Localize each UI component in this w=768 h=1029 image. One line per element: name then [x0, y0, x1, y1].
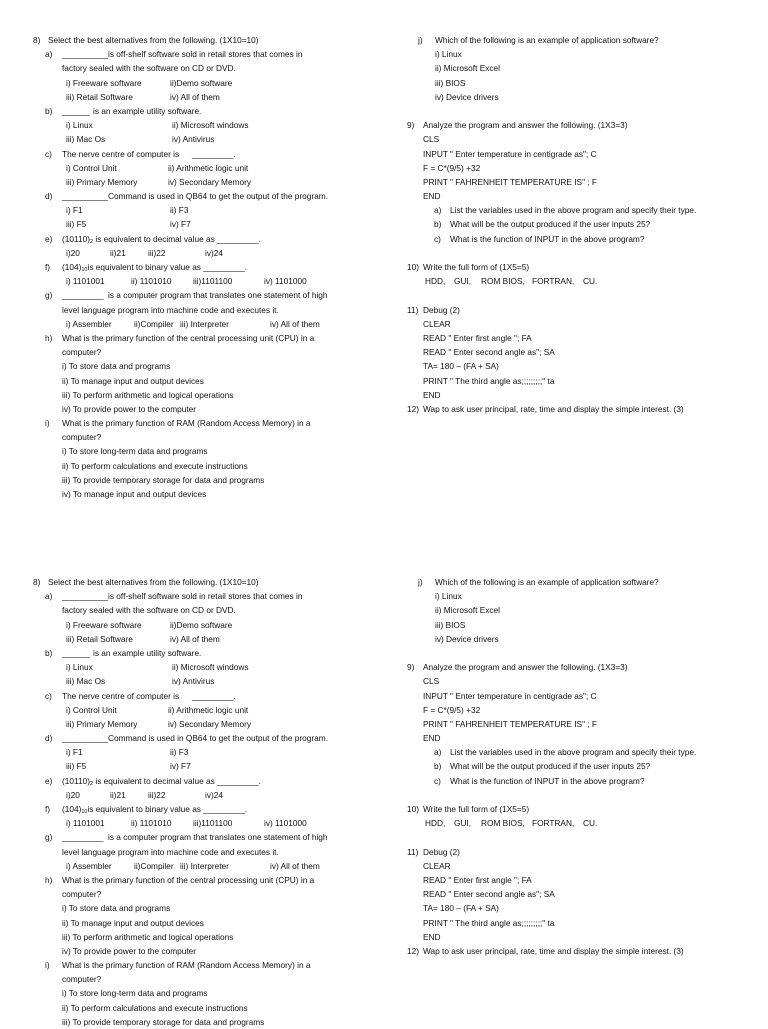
- q11-code-3: READ " Enter second angle as"; SA: [423, 347, 555, 358]
- q8c-blank: _________.: [192, 690, 236, 701]
- q11-heading: [0, 303, 768, 317]
- q8i-option-3: [0, 473, 384, 487]
- q8a-option-2: ii)Demo software: [170, 77, 233, 88]
- q8a-text: is off-shelf software sold in retail stores that comes in: [108, 49, 303, 60]
- q9a-text: List the variables used in the above program and specify their type.: [450, 747, 697, 758]
- q9-code-2: INPUT " Enter temperature in centigrade as"; C: [423, 690, 597, 701]
- q8d-option-1: i) F1: [66, 747, 83, 758]
- q8a-label: a): [45, 49, 53, 60]
- q10-item-3: ROM BIOS,: [481, 276, 525, 287]
- q8d-option-4: iv) F7: [170, 219, 191, 230]
- q8j-option-1: [0, 47, 768, 61]
- q8f-label: f): [45, 804, 51, 814]
- q9b-label: b): [434, 761, 442, 772]
- q8-title: Select the best alternatives from the following. (1X10=10): [48, 35, 259, 45]
- q8i-text2: computer?: [62, 432, 102, 443]
- q8j-option-4-text: iv) Device drivers: [435, 633, 499, 644]
- q8e-option-1: i)20: [66, 247, 80, 258]
- q8j-option-4: [0, 90, 768, 104]
- q8e-option-2: ii)21: [110, 247, 126, 258]
- q9-code-4: PRINT " FAHRENHEIT TEMPERATURE IS" ; F: [423, 718, 598, 729]
- q8d-label: d): [45, 191, 53, 202]
- q8i-option-2: [0, 1001, 384, 1015]
- q9a-label: a): [434, 205, 442, 216]
- q10-item-5: CU.: [583, 818, 598, 829]
- q10-item-3: ROM BIOS,: [481, 818, 525, 829]
- q8a-blank: __________: [62, 591, 109, 602]
- q8a-option-3: iii) Retail Software: [66, 633, 133, 644]
- q11-code-1: CLEAR: [423, 318, 451, 329]
- q8d-label: d): [45, 733, 53, 744]
- q8c-label: c): [45, 690, 52, 701]
- q8e-label: e): [45, 233, 53, 244]
- q11-code-line-4: [0, 901, 768, 915]
- q11-code-line-3: [0, 887, 768, 901]
- q8b-option-4: iv) Antivirus: [172, 134, 215, 145]
- q9-code-1: CLS: [423, 676, 440, 687]
- q9c-text: What is the function of INPUT in the above program?: [450, 233, 645, 244]
- q9-code-line-2: [0, 147, 768, 161]
- q11-code-line-2: [0, 873, 768, 887]
- q8i-option-2: [0, 459, 384, 473]
- q9-code-3: F = C*(9/5) +32: [423, 162, 481, 173]
- q10-items: [0, 274, 768, 288]
- q8g-text2: level language program into machine code and executes it.: [62, 304, 279, 315]
- q8b-blank: ______: [62, 105, 90, 116]
- q8d-blank: __________: [62, 733, 109, 744]
- q11-code-5: PRINT " The third angle as;;;;;;;;;" ta: [423, 375, 555, 386]
- q8e-option-4: iv)24: [205, 247, 223, 258]
- q8g-label: g): [45, 290, 53, 301]
- q8f-option-2: ii) 1101010: [131, 818, 172, 829]
- q8h-option-4-text: iv) To provide power to the computer: [62, 403, 197, 414]
- q10-item-1: HDD,: [425, 276, 446, 287]
- q8f-blank: _________.: [203, 262, 248, 272]
- q10-item-2: GUI,: [454, 818, 472, 829]
- q8d-option-1: i) F1: [66, 205, 83, 216]
- q8d-option-3: iii) F5: [66, 219, 87, 230]
- q8j-option-4-text: iv) Device drivers: [435, 91, 499, 102]
- q8e-base: 2: [89, 780, 94, 787]
- q8g-option-3: iii) Interpreter: [180, 860, 229, 871]
- q8h-option-4-text: iv) To provide power to the computer: [62, 945, 197, 956]
- q8f-option-2: ii) 1101010: [131, 276, 172, 287]
- q8j-option-3-text: iii) BIOS: [435, 619, 466, 630]
- q8j-option-3-text: iii) BIOS: [435, 77, 466, 88]
- q10-heading: [0, 802, 768, 816]
- q11-title: Debug (2): [423, 304, 460, 315]
- q8f-option-1: i) 1101001: [66, 276, 105, 287]
- q8h-text2: computer?: [62, 889, 102, 900]
- q8c-option-2: ii) Arithmetic logic unit: [168, 704, 249, 715]
- q8j-label: j): [418, 35, 423, 45]
- q9b: [0, 217, 768, 231]
- q8b-option-2: ii) Microsoft windows: [172, 120, 249, 131]
- q12-heading: [0, 402, 768, 416]
- q8g-text: is a computer program that translates one statement of high: [108, 832, 328, 843]
- q8g-option-2: ii)Compiler: [134, 860, 174, 871]
- q11-title: Debug (2): [423, 846, 460, 857]
- q8b-option-2: ii) Microsoft windows: [172, 662, 249, 673]
- q8i-option-3: [0, 1015, 384, 1029]
- q11-code-line-1: [0, 317, 768, 331]
- q11-code-line-5: [0, 374, 768, 388]
- q9c-label: c): [434, 233, 441, 244]
- q8e-blank: _________.: [217, 233, 261, 244]
- q8-title: Select the best alternatives from the following. (1X10=10): [48, 577, 259, 587]
- q11-code-4: TA= 180 – (FA + SA): [423, 361, 499, 372]
- q8e-option-2: ii)21: [110, 789, 126, 800]
- q8g-option-4: iv) All of them: [270, 860, 320, 871]
- q8c-option-3: iii) Primary Memory: [66, 176, 138, 187]
- q10-items: [0, 816, 768, 830]
- q8e-base: 2: [89, 238, 94, 245]
- q8c-option-1: i) Control Unit: [66, 162, 117, 173]
- q9b: [0, 759, 768, 773]
- q8j-option-1-text: i) Linux: [435, 591, 462, 602]
- q8b-option-4: iv) Antivirus: [172, 676, 215, 687]
- q8e-option-4: iv)24: [205, 789, 223, 800]
- q8b-label: b): [45, 647, 53, 658]
- q8d-option-2: ii) F3: [170, 747, 189, 758]
- q8g-option-3: iii) Interpreter: [180, 318, 229, 329]
- q8a-text2: factory sealed with the software on CD or DVD.: [62, 63, 236, 74]
- q9-code-line-5: [0, 731, 768, 745]
- q9b-label: b): [434, 219, 442, 230]
- q8i-text: What is the primary function of RAM (Random Access Memory) in a: [62, 418, 311, 429]
- q8i-text: What is the primary function of RAM (Random Access Memory) in a: [62, 960, 311, 971]
- q8h-option-3-text: iii) To perform arithmetic and logical operations: [62, 389, 234, 400]
- q11-heading: [0, 845, 768, 859]
- q8f-question: is equivalent to binary value as: [87, 262, 201, 272]
- q8i-label: i): [45, 960, 50, 971]
- q10-title: Write the full form of (1X5=5): [423, 804, 530, 814]
- q8i-option-2-text: ii) To perform calculations and execute instructions: [62, 460, 248, 471]
- q8a-option-1: i) Freeware software: [66, 77, 142, 88]
- q8i-option-4-text: iv) To manage input and output devices: [62, 489, 207, 499]
- q8g-blank: _________: [62, 290, 104, 301]
- q8i-line2: [0, 972, 384, 986]
- q12-title: Wap to ask user principal, rate, time and display the simple interest. (3): [423, 403, 684, 414]
- q8e-option-1: i)20: [66, 789, 80, 800]
- q9-code-4: PRINT " FAHRENHEIT TEMPERATURE IS" ; F: [423, 176, 598, 187]
- q9-number: 9): [407, 662, 415, 673]
- q9c-label: c): [434, 775, 441, 786]
- q9c-text: What is the function of INPUT in the above program?: [450, 775, 645, 786]
- q10-item-5: CU.: [583, 276, 598, 287]
- q8b-option-1: i) Linux: [66, 120, 93, 131]
- q8e-question: is equivalent to decimal value as: [95, 233, 215, 244]
- q8a-option-3: iii) Retail Software: [66, 91, 133, 102]
- q8i-option-1: [0, 444, 384, 458]
- q8d-option-4: iv) F7: [170, 761, 191, 772]
- q8e-option-3: iii)22: [148, 789, 166, 800]
- q8c-option-4: iv) Secondary Memory: [168, 718, 251, 729]
- q8j-option-3: [0, 618, 768, 632]
- q8i-option-1-text: i) To store long-term data and programs: [62, 446, 208, 457]
- q8f-option-4: iv) 1101000: [264, 818, 307, 829]
- q9c: [0, 232, 768, 246]
- q8g-text: is a computer program that translates one statement of high: [108, 290, 328, 301]
- q8a-blank: __________: [62, 49, 109, 60]
- q8a-option-2: ii)Demo software: [170, 619, 233, 630]
- spacer: [0, 830, 768, 844]
- q8h-option-3-text: iii) To perform arithmetic and logical operations: [62, 931, 234, 942]
- q11-code-1: CLEAR: [423, 860, 451, 871]
- q9a: [0, 203, 768, 217]
- q9-heading: [0, 118, 768, 132]
- q8i-line1: [0, 416, 384, 430]
- q8b-text: is an example utility software.: [93, 647, 202, 658]
- q9b-text: What will be the output produced if the user inputs 25?: [450, 761, 651, 772]
- q8c-option-1: i) Control Unit: [66, 704, 117, 715]
- spacer: [0, 246, 768, 260]
- q8e-number: (10110): [62, 233, 90, 244]
- q12-number: 12): [407, 403, 419, 414]
- q11-code-6: END: [423, 931, 441, 942]
- q8b-text: is an example utility software.: [93, 105, 202, 116]
- q8h-option-1-text: i) To store data and programs: [62, 361, 171, 372]
- q11-code-4: TA= 180 – (FA + SA): [423, 903, 499, 914]
- q9-code-5: END: [423, 733, 441, 744]
- q8d-option-2: ii) F3: [170, 205, 189, 216]
- q8c-text: The nerve centre of computer is: [62, 148, 180, 159]
- q11-code-6: END: [423, 389, 441, 400]
- q8c-option-3: iii) Primary Memory: [66, 718, 138, 729]
- q8i-label: i): [45, 418, 50, 429]
- q11-code-2: READ " Enter first angle "; FA: [423, 332, 532, 343]
- q8e-option-3: iii)22: [148, 247, 166, 258]
- q8h-text2: computer?: [62, 347, 102, 358]
- q11-code-line-5: [0, 916, 768, 930]
- q8a-text: is off-shelf software sold in retail stores that comes in: [108, 591, 303, 602]
- q11-number: 11): [407, 304, 419, 315]
- q8f-number: (104): [62, 804, 82, 814]
- q8f-base: 10: [81, 267, 88, 273]
- q11-code-line-3: [0, 345, 768, 359]
- q11-code-line-2: [0, 331, 768, 345]
- q9-title: Analyze the program and answer the following. (1X3=3): [423, 120, 628, 131]
- q8g-blank: _________: [62, 832, 104, 843]
- q10-number: 10): [407, 804, 419, 814]
- q8j-option-3: [0, 76, 768, 90]
- q8g-option-1: i) Assembler: [66, 860, 112, 871]
- q8f-number: (104): [62, 262, 82, 272]
- q8g-option-2: ii)Compiler: [134, 318, 174, 329]
- q8i-option-2-text: ii) To perform calculations and execute instructions: [62, 1002, 248, 1013]
- top-right-column: [0, 33, 768, 416]
- q8i-text2: computer?: [62, 974, 102, 985]
- spacer: [0, 288, 768, 302]
- q8j-option-1-text: i) Linux: [435, 49, 462, 60]
- q10-heading: [0, 260, 768, 274]
- q8i-option-4: [0, 487, 384, 501]
- q9-code-line-4: [0, 175, 768, 189]
- q11-code-line-1: [0, 859, 768, 873]
- q8i-option-1-text: i) To store long-term data and programs: [62, 988, 208, 999]
- q9-code-3: F = C*(9/5) +32: [423, 704, 481, 715]
- spacer: [0, 788, 768, 802]
- q9-heading: [0, 660, 768, 674]
- q9-code-line-3: [0, 161, 768, 175]
- q8d-option-3: iii) F5: [66, 761, 87, 772]
- q9-code-line-2: [0, 689, 768, 703]
- q8h-option-2-text: ii) To manage input and output devices: [62, 375, 204, 386]
- q9-code-line-4: [0, 717, 768, 731]
- q8-number: 8): [33, 35, 41, 45]
- q9a: [0, 745, 768, 759]
- q8f-option-3: iii)1101100: [193, 818, 233, 829]
- q8j-line1: [0, 575, 768, 589]
- q10-item-1: HDD,: [425, 818, 446, 829]
- q9-code-5: END: [423, 191, 441, 202]
- q8g-option-4: iv) All of them: [270, 318, 320, 329]
- q8g-option-1: i) Assembler: [66, 318, 112, 329]
- q10-item-2: GUI,: [454, 276, 472, 287]
- q8c-text: The nerve centre of computer is: [62, 690, 180, 701]
- q8f-option-1: i) 1101001: [66, 818, 105, 829]
- q8j-option-2-text: ii) Microsoft Excel: [435, 63, 501, 74]
- q8b-option-1: i) Linux: [66, 662, 93, 673]
- q9a-label: a): [434, 747, 442, 758]
- q8a-option-1: i) Freeware software: [66, 619, 142, 630]
- q11-code-line-6: [0, 388, 768, 402]
- q8a-text2: factory sealed with the software on CD or DVD.: [62, 605, 236, 616]
- q8i-line1: [0, 958, 384, 972]
- q8g-text2: level language program into machine code and executes it.: [62, 846, 279, 857]
- q11-code-line-6: [0, 930, 768, 944]
- q10-number: 10): [407, 262, 419, 272]
- q8e-label: e): [45, 775, 53, 786]
- q9-code-1: CLS: [423, 134, 440, 145]
- bottom-right-column: [0, 575, 768, 958]
- q10-title: Write the full form of (1X5=5): [423, 262, 530, 272]
- q11-code-3: READ " Enter second angle as"; SA: [423, 889, 555, 900]
- q8i-option-3-text: iii) To provide temporary storage for data and programs: [62, 474, 265, 485]
- q11-code-2: READ " Enter first angle "; FA: [423, 874, 532, 885]
- q8h-text: What is the primary function of the central processing unit (CPU) in a: [62, 332, 315, 343]
- spacer: [0, 104, 768, 118]
- q8-number: 8): [33, 577, 41, 587]
- q8b-label: b): [45, 105, 53, 116]
- q12-number: 12): [407, 945, 419, 956]
- q11-code-line-4: [0, 359, 768, 373]
- q8h-option-1-text: i) To store data and programs: [62, 903, 171, 914]
- q11-code-5: PRINT " The third angle as;;;;;;;;;" ta: [423, 917, 555, 928]
- q8d-blank: __________: [62, 191, 109, 202]
- q8e-question: is equivalent to decimal value as: [95, 775, 215, 786]
- q8d-text: Command is used in QB64 to get the output of the program.: [108, 733, 328, 744]
- q8c-option-4: iv) Secondary Memory: [168, 176, 251, 187]
- q8j-text: Which of the following is an example of application software?: [435, 35, 659, 45]
- q8f-label: f): [45, 262, 51, 272]
- q8e-number: (10110): [62, 775, 90, 786]
- q8j-option-2-text: ii) Microsoft Excel: [435, 605, 501, 616]
- q8c-blank: _________.: [192, 148, 236, 159]
- q8i-line2: [0, 430, 384, 444]
- q8a-option-4: iv) All of them: [170, 91, 220, 102]
- q9-number: 9): [407, 120, 415, 131]
- q9b-text: What will be the output produced if the user inputs 25?: [450, 219, 651, 230]
- q9c: [0, 774, 768, 788]
- q8j-option-2: [0, 61, 768, 75]
- q8h-label: h): [45, 874, 53, 885]
- q8e-blank: _________.: [217, 775, 261, 786]
- q8f-base: 10: [81, 809, 88, 815]
- q8j-text: Which of the following is an example of application software?: [435, 577, 659, 587]
- q9-title: Analyze the program and answer the following. (1X3=3): [423, 662, 628, 673]
- q8c-label: c): [45, 148, 52, 159]
- q8j-option-2: [0, 603, 768, 617]
- q8b-blank: ______: [62, 647, 90, 658]
- q8a-option-4: iv) All of them: [170, 633, 220, 644]
- q12-title: Wap to ask user principal, rate, time and display the simple interest. (3): [423, 945, 684, 956]
- q8f-option-4: iv) 1101000: [264, 276, 307, 287]
- q8a-label: a): [45, 591, 53, 602]
- q9-code-2: INPUT " Enter temperature in centigrade as"; C: [423, 148, 597, 159]
- q9-code-line-1: [0, 132, 768, 146]
- q8h-label: h): [45, 332, 53, 343]
- q9a-text: List the variables used in the above program and specify their type.: [450, 205, 697, 216]
- q8h-option-2-text: ii) To manage input and output devices: [62, 917, 204, 928]
- q8g-label: g): [45, 832, 53, 843]
- q8b-option-3: iii) Mac Os: [66, 676, 106, 687]
- q9-code-line-1: [0, 674, 768, 688]
- q8f-blank: _________.: [203, 804, 248, 814]
- q8f-option-3: iii)1101100: [193, 276, 233, 287]
- q8i-option-1: [0, 986, 384, 1000]
- q11-number: 11): [407, 846, 419, 857]
- q8d-text: Command is used in QB64 to get the output of the program.: [108, 191, 328, 202]
- q10-item-4: FORTRAN,: [532, 276, 575, 287]
- q8j-option-4: [0, 632, 768, 646]
- q8j-line1: [0, 33, 768, 47]
- q8i-option-3-text: iii) To provide temporary storage for data and programs: [62, 1016, 265, 1027]
- q8f-question: is equivalent to binary value as: [87, 804, 201, 814]
- q8j-label: j): [418, 577, 423, 587]
- q9-code-line-5: [0, 189, 768, 203]
- q8j-option-1: [0, 589, 768, 603]
- q9-code-line-3: [0, 703, 768, 717]
- spacer: [0, 646, 768, 660]
- q8b-option-3: iii) Mac Os: [66, 134, 106, 145]
- q8c-option-2: ii) Arithmetic logic unit: [168, 162, 249, 173]
- q8h-text: What is the primary function of the central processing unit (CPU) in a: [62, 874, 315, 885]
- q12-heading: [0, 944, 768, 958]
- q10-item-4: FORTRAN,: [532, 818, 575, 829]
